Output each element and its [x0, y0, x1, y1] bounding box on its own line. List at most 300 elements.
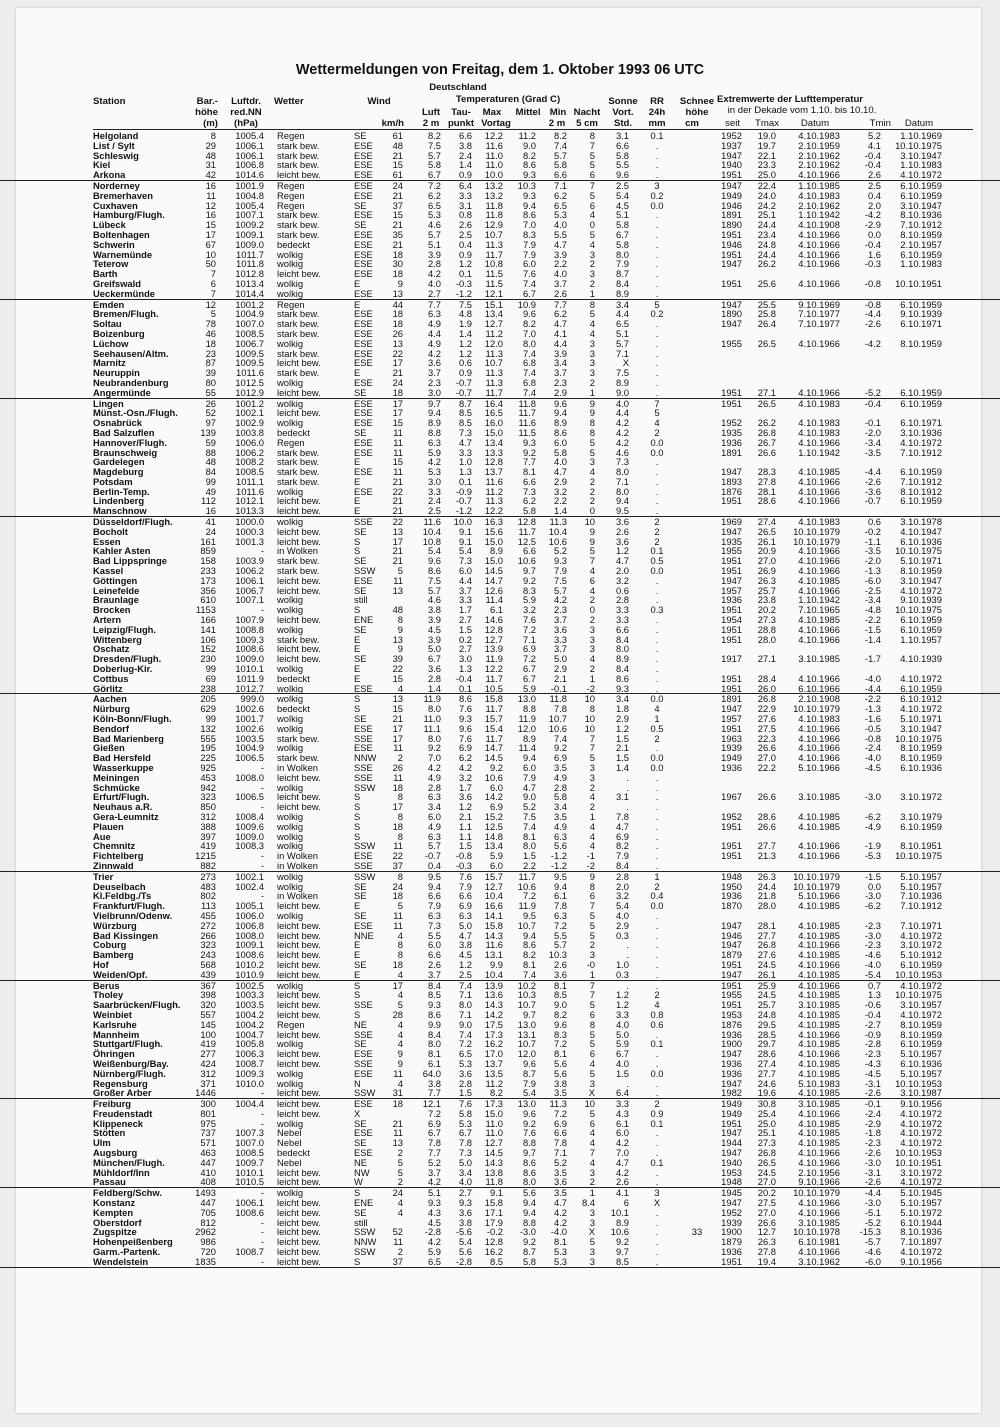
precipitation: . [655, 169, 659, 181]
tmin-date: 8.10.1936 [900, 209, 942, 221]
sunshine: 3.6 [615, 535, 629, 547]
sunshine: 7.9 [615, 258, 629, 270]
station-height: 78 [205, 318, 216, 330]
sunshine: 0.3 [615, 968, 629, 980]
station-name: Dresden/Flugh. [93, 653, 162, 665]
tmin: -4.8 [864, 604, 881, 616]
header-sonne3: Std. [613, 118, 633, 129]
tmax-date: 4.10.1966 [798, 1107, 840, 1119]
tmin: -6.0 [864, 574, 881, 586]
wind-direction: E [354, 939, 361, 951]
min-temp-5cm: 0 [589, 219, 595, 231]
min-temp-5cm: 5 [589, 1038, 595, 1050]
weather: leicht bew. [277, 1057, 321, 1069]
min-temp-5cm: 3 [589, 248, 595, 260]
precipitation: . [655, 1176, 659, 1188]
dew-point: 8.0 [458, 999, 472, 1011]
dew-point: 4.7 [458, 929, 472, 941]
air-temp: 4.6 [427, 219, 441, 231]
pressure: - [260, 850, 264, 862]
precipitation: . [655, 859, 659, 871]
tmax: 25.7 [757, 999, 776, 1011]
station-height: 173 [200, 574, 216, 586]
station-name: Lingen [93, 397, 124, 409]
precipitation: 2 [654, 525, 660, 537]
max-temp: 11.4 [485, 594, 503, 606]
tmin: -4.4 [864, 308, 881, 320]
sunshine: 8.4 [615, 633, 629, 645]
min-temp-5cm: 4 [589, 327, 595, 339]
tmax-date: 7.10.1977 [798, 318, 840, 330]
air-temp: 5.7 [427, 149, 441, 161]
weather: in Wolken [277, 762, 318, 773]
weather: wolkig [277, 682, 304, 694]
tmin-date: 7.10.1912 [900, 475, 942, 487]
dew-point: 1.0 [458, 456, 472, 468]
tmax-date: 2.10.1959 [798, 139, 840, 151]
min-temp-2m: 4.2 [553, 1206, 567, 1218]
wind-direction: ESE [354, 1048, 373, 1060]
precipitation: . [655, 347, 659, 359]
wind-direction: NE [354, 1018, 368, 1030]
weather: leicht bew. [277, 643, 321, 655]
max-temp: 17.0 [484, 1048, 503, 1060]
min-temp-2m: 7.4 [553, 139, 567, 151]
station-name: Kahler Asten [93, 545, 151, 557]
tmax-date: 4.10.1966 [798, 939, 840, 951]
mean-temp: 9.3 [522, 169, 536, 181]
precipitation: . [655, 584, 659, 596]
tmin: -6.2 [864, 900, 881, 912]
weather: wolkig [277, 623, 304, 635]
wind-speed: 18 [392, 820, 403, 832]
pressure: - [260, 604, 264, 616]
since-year: 1953 [721, 1166, 742, 1178]
dew-point: 0.1 [458, 268, 472, 280]
weather: leicht bew. [277, 1166, 321, 1178]
weather: leicht bew. [277, 929, 321, 941]
station-height: 986 [200, 1236, 216, 1248]
pressure: 1009.1 [235, 939, 264, 951]
min-temp-5cm: 4 [589, 318, 595, 330]
precipitation: . [655, 268, 659, 280]
weather: wolkig [277, 287, 304, 299]
tmin: -3.5 [864, 446, 881, 458]
tmin: -6.2 [864, 810, 881, 822]
station-name: Brocken [93, 604, 131, 616]
air-temp: 5.3 [427, 209, 441, 221]
air-temp: 9.4 [427, 880, 441, 892]
max-temp: 12.2 [484, 663, 503, 675]
air-temp: 9.3 [427, 999, 441, 1011]
min-temp-5cm: 4 [589, 791, 595, 803]
min-temp-2m: 2.8 [553, 781, 567, 793]
max-temp: 16.5 [484, 407, 503, 419]
wind-speed: 5 [397, 565, 403, 577]
tmax: 25.8 [757, 308, 776, 320]
weather: leicht bew. [277, 386, 321, 398]
min-temp-2m: 5.7 [553, 584, 567, 596]
sunshine: 8.6 [615, 672, 629, 684]
min-temp-2m: 4.9 [553, 771, 567, 783]
wind-direction: ESE [354, 149, 373, 161]
station-height: 67 [205, 238, 216, 250]
mean-temp: 9.4 [522, 929, 536, 941]
tmin: -1.6 [864, 713, 881, 725]
pressure: 1003.5 [235, 732, 264, 744]
sunshine: 2.8 [615, 594, 629, 606]
dew-point: 1.9 [458, 318, 472, 330]
weather: stark bew. [277, 347, 320, 359]
tmax-date: 4.10.1983 [798, 189, 840, 201]
wind-direction: E [354, 663, 361, 675]
since-year: 1951 [721, 386, 742, 398]
tmax-date: 4.10.1985 [798, 1127, 840, 1139]
tmin-date: 4.10.1972 [900, 1127, 942, 1139]
mean-temp: 6.8 [522, 357, 536, 369]
precipitation: . [655, 1087, 659, 1099]
wind-speed: 11 [393, 919, 403, 931]
tmin: -5.7 [864, 1236, 881, 1248]
tmax: 25.7 [757, 584, 776, 596]
tmax: 27.1 [757, 653, 776, 665]
wind-direction: ESE [354, 1067, 373, 1079]
max-temp: 10.8 [484, 258, 503, 270]
max-temp: 8.5 [489, 1255, 503, 1267]
station-height: 52 [205, 407, 216, 419]
tmin-date: 4.10.1972 [900, 1107, 942, 1119]
station-height: 99 [205, 713, 216, 725]
sunshine: 1.5 [615, 732, 629, 744]
tmax-date: 2.10.1962 [798, 149, 840, 161]
since-year: 1936 [721, 890, 742, 902]
tmax: 26.5 [757, 1156, 776, 1168]
since-year: 1876 [721, 1018, 742, 1030]
mean-temp: 9.3 [522, 436, 536, 448]
wind-speed: 13 [392, 693, 403, 705]
mean-temp: 10.6 [517, 880, 536, 892]
station-name: Marnitz [93, 357, 126, 369]
air-temp: 6.0 [427, 939, 441, 951]
pressure: 1007.0 [235, 1137, 264, 1149]
precipitation: . [655, 909, 659, 921]
min-temp-5cm: 8 [589, 703, 595, 715]
header-luft1: Luftdr. [231, 96, 261, 107]
station-height: 2962 [195, 1226, 216, 1238]
tmax: 24.5 [757, 989, 776, 1001]
air-temp: 6.3 [427, 308, 441, 320]
tmax-date: 4.10.1966 [798, 1028, 840, 1040]
tmax-date: 1.10.1942 [798, 446, 840, 458]
tmin-date: 6.10.1959 [900, 682, 942, 694]
wind-speed: 21 [392, 555, 403, 567]
dew-point: 5.0 [458, 1156, 472, 1168]
tmin-date: 10.10.1975 [895, 604, 942, 616]
dew-point: 2.1 [458, 810, 472, 822]
sunshine: 8.0 [615, 248, 629, 260]
max-temp: 15.6 [484, 525, 503, 537]
pressure: - [260, 859, 264, 871]
tmax: 25.0 [757, 1117, 776, 1129]
station-height: 48 [205, 149, 216, 161]
max-temp: 13.1 [484, 949, 503, 961]
tmax-date: 4.10.1966 [798, 169, 840, 181]
pressure: 1009.5 [235, 357, 264, 369]
station-height: 39 [205, 367, 216, 379]
pressure: 1004.2 [235, 1018, 264, 1030]
max-temp: 9.2 [489, 762, 503, 773]
tmax: 25.0 [757, 169, 776, 181]
weather: wolkig [277, 870, 304, 882]
tmax-date: 10.10.1979 [793, 703, 840, 715]
min-temp-2m: 7.2 [553, 919, 567, 931]
pressure: 1010.1 [235, 663, 264, 675]
min-temp-5cm: 10 [584, 693, 595, 705]
min-temp-5cm: 6 [589, 574, 595, 586]
station-name: Saarbrücken/Flugh. [93, 999, 181, 1011]
dew-point: 2.7 [458, 1187, 472, 1199]
station-name: Leinefelde [93, 584, 140, 596]
tmin: 0.0 [867, 228, 881, 240]
max-temp: 16.0 [484, 417, 503, 429]
sunshine: 7.8 [615, 810, 629, 822]
weather: wolkig [277, 722, 304, 734]
min-temp-2m: 3.9 [553, 248, 567, 260]
min-temp-5cm: 2 [589, 258, 595, 270]
pressure: 1005.4 [235, 199, 264, 211]
air-temp: 11.6 [423, 516, 441, 528]
min-temp-2m: 5.7 [553, 149, 567, 161]
wind-speed: 17 [392, 407, 403, 419]
tmax-date: 4.10.1966 [798, 633, 840, 645]
wind-direction: ESE [354, 318, 373, 330]
weather: wolkig [277, 781, 304, 793]
wind-speed: 11 [393, 742, 403, 754]
tmin: -3.0 [864, 1197, 881, 1209]
station-height: 925 [200, 762, 216, 773]
air-temp: 9.6 [427, 555, 441, 567]
precipitation: . [655, 968, 659, 980]
min-temp-2m: -1.2 [550, 850, 567, 862]
wind-direction: ESE [354, 238, 373, 250]
tmax-date: 4.10.1985 [798, 810, 840, 822]
dew-point: 1.2 [458, 958, 472, 970]
precipitation: . [655, 810, 659, 822]
tmax-date: 3.10.1985 [798, 653, 840, 665]
since-year: 1936 [721, 1028, 742, 1040]
wind-speed: 21 [392, 189, 403, 201]
precipitation: 1 [654, 870, 660, 882]
mean-temp: 9.4 [522, 1197, 536, 1209]
weather: stark bew. [277, 219, 320, 231]
tmin: 0.0 [867, 880, 881, 892]
sunshine: 8.7 [615, 268, 629, 280]
mean-temp: 6.0 [522, 762, 536, 773]
precipitation: . [655, 1206, 659, 1218]
precipitation: . [655, 594, 659, 606]
sunshine: X [622, 357, 629, 369]
min-temp-2m: -4.0 [550, 1226, 567, 1238]
air-temp: 3.8 [427, 1077, 441, 1089]
station-height: 195 [200, 742, 216, 754]
tmax: 25.1 [757, 1127, 776, 1139]
weather: stark bew. [277, 327, 320, 339]
tmax-date: 4.10.1983 [798, 426, 840, 438]
min-temp-5cm: 4 [589, 584, 595, 596]
sunshine: 4.4 [615, 308, 629, 320]
sunshine: 8.2 [615, 840, 629, 852]
min-temp-2m: 10.6 [548, 535, 567, 547]
weather: wolkig [277, 909, 304, 921]
sunshine: 7.1 [615, 475, 629, 487]
weather: wolkig [277, 516, 304, 528]
max-temp: 11.0 [485, 159, 503, 171]
max-temp: 9.9 [489, 958, 503, 970]
tmin-date: 6.10.1936 [900, 762, 942, 773]
pressure: 1006.1 [235, 574, 264, 586]
station-height: 483 [200, 880, 216, 892]
air-temp: 11.1 [423, 722, 441, 734]
pressure: 1010.9 [235, 968, 264, 980]
station-name: Bad Kissingen [93, 929, 159, 941]
max-temp: -0.2 [486, 1226, 503, 1238]
tmin: -4.4 [864, 1187, 881, 1199]
air-temp: 3.9 [427, 248, 441, 260]
station-height: 1215 [195, 850, 216, 862]
tmin-date: 4.10.1939 [900, 653, 942, 665]
since-year: 1890 [721, 219, 742, 231]
mean-temp: 9.7 [522, 565, 536, 577]
sunshine: 7.5 [615, 367, 629, 379]
wind-speed: 37 [392, 1255, 403, 1267]
air-temp: 6.9 [427, 1117, 441, 1129]
min-temp-5cm: 4 [589, 830, 595, 842]
header-luft2: red.NN [230, 107, 262, 118]
max-temp: 12.8 [484, 456, 503, 468]
tmin: 2.6 [867, 169, 881, 181]
sunshine: 1.2 [615, 722, 629, 734]
wind-direction: E [354, 495, 361, 507]
precipitation: . [655, 682, 659, 694]
station-name: Stötten [93, 1127, 126, 1139]
weather: stark bew. [277, 228, 320, 240]
pressure: - [260, 545, 264, 557]
tmax: 26.3 [757, 1236, 776, 1248]
air-temp: 4.4 [427, 327, 441, 339]
mean-temp: 10.6 [517, 555, 536, 567]
pressure: 1011.9 [236, 672, 264, 684]
weather: leicht bew. [277, 407, 321, 419]
sunshine: 7.0 [615, 1147, 629, 1159]
station-name: Zugspitze [93, 1226, 137, 1238]
dew-point: 1.3 [458, 466, 472, 478]
min-temp-5cm: 8 [589, 130, 595, 141]
air-temp: 2.4 [427, 495, 441, 507]
air-temp: 4.2 [427, 268, 441, 280]
pressure: - [260, 1107, 264, 1119]
wind-speed: 17 [392, 722, 403, 734]
station-height: 942 [200, 781, 216, 793]
tmax: 28.3 [757, 466, 776, 478]
since-year: 1969 [721, 516, 742, 528]
mean-temp: 8.2 [522, 949, 536, 961]
min-temp-2m: 2.3 [553, 604, 567, 616]
pressure: 1009.0 [235, 653, 264, 665]
tmin-date: 5.10.1971 [900, 713, 942, 725]
station-height: 145 [200, 1018, 216, 1030]
station-name: Weinbiet [93, 1008, 132, 1020]
since-year: 1947 [721, 1197, 742, 1209]
air-temp: 8.4 [427, 1028, 441, 1040]
min-temp-2m: 4.0 [553, 219, 567, 231]
min-temp-5cm: 3 [589, 1166, 595, 1178]
station-height: 69 [205, 672, 216, 684]
precipitation: . [655, 663, 659, 675]
station-name: Erfurt/Flugh. [93, 791, 150, 803]
tmax: 27.7 [757, 840, 776, 852]
wind-speed: 9 [397, 1048, 403, 1060]
dew-point: -2.8 [455, 1255, 472, 1267]
station-height: 447 [200, 1197, 216, 1209]
weather: wolkig [277, 397, 304, 409]
station-name: Schwerin [93, 238, 135, 250]
tmax-date: 4.10.1966 [798, 850, 840, 862]
station-height: 18 [205, 337, 216, 349]
tmax: 26.6 [757, 791, 776, 803]
wind-direction: ESE [354, 1147, 373, 1159]
air-temp: 3.9 [427, 614, 441, 626]
sunshine: 1.4 [615, 762, 629, 773]
mean-temp: 5.9 [522, 682, 536, 694]
tmax: 24.8 [757, 238, 776, 250]
station-name: Gardelegen [93, 456, 145, 468]
dew-point: 4.2 [458, 762, 472, 773]
pressure: 1001.7 [235, 713, 264, 725]
station-height: 10 [205, 248, 216, 260]
weather: stark bew. [277, 732, 320, 744]
pressure: 1001.2 [235, 298, 264, 310]
precipitation: . [655, 139, 659, 151]
wind-direction: E [354, 949, 361, 961]
min-temp-5cm: 1 [589, 386, 595, 398]
tmax-date: 4.10.1983 [798, 130, 840, 141]
min-temp-2m: 6.9 [553, 752, 567, 764]
tmax-date: 4.10.1985 [798, 1038, 840, 1050]
air-temp: 10.4 [422, 525, 441, 537]
tmin: 0.7 [867, 979, 881, 991]
min-temp-2m: 4.7 [553, 1197, 567, 1209]
min-temp-5cm: 2 [589, 614, 595, 626]
since-year: 1891 [721, 446, 742, 458]
station-height: 158 [200, 555, 216, 567]
mean-temp: 11.5 [518, 426, 536, 438]
wind-speed: 8 [397, 810, 403, 822]
max-temp: 14.3 [484, 999, 503, 1011]
station-name: München/Flugh. [93, 1156, 165, 1168]
station-height: 388 [200, 820, 216, 832]
station-name: Potsdam [93, 475, 133, 487]
sunshine: 4.0 [615, 397, 629, 409]
mean-temp: 9.7 [522, 1008, 536, 1020]
tmax-date: 2.10.1962 [798, 159, 840, 171]
tmin-date: 3.10.1972 [900, 1166, 942, 1178]
precipitation: . [655, 149, 659, 161]
max-temp: 8.9 [489, 545, 503, 557]
since-year: 1951 [721, 555, 742, 567]
min-temp-5cm: 3 [589, 623, 595, 635]
mean-temp: 5.8 [522, 1255, 536, 1267]
wind-speed: 4 [397, 968, 403, 980]
